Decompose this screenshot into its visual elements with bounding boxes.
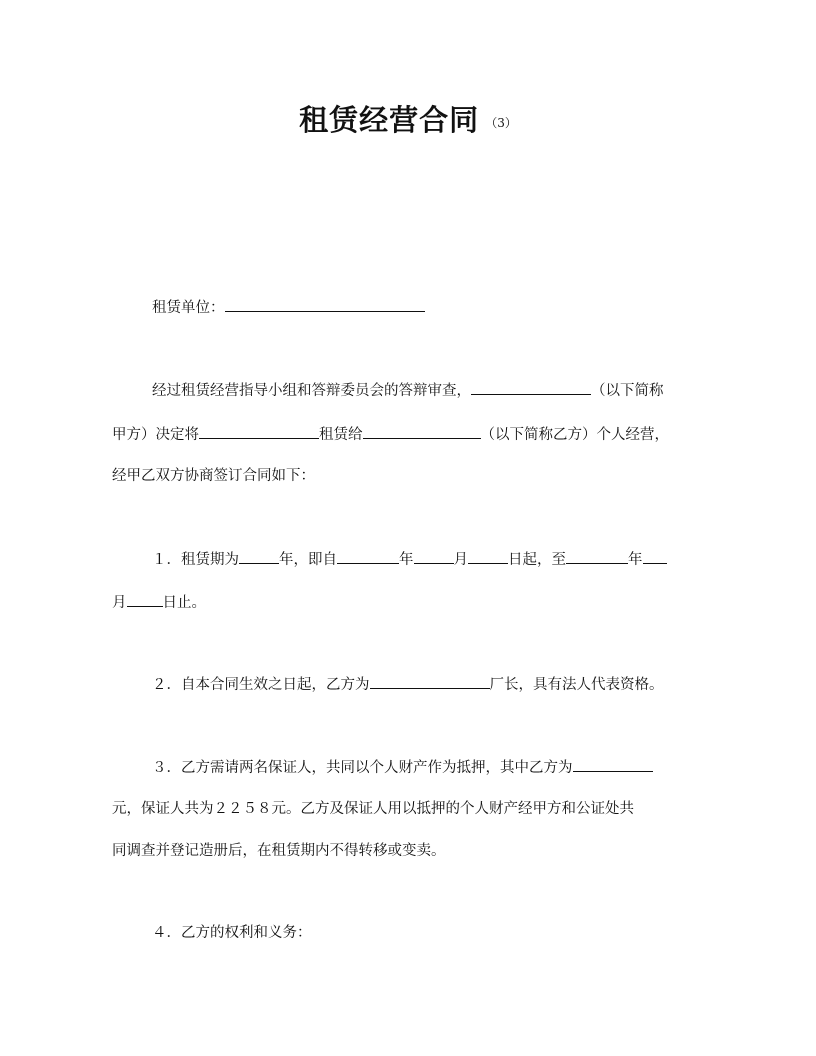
clause-text: ４．乙方的权利和义务：	[152, 925, 312, 941]
end-day-blank[interactable]	[127, 592, 163, 607]
start-year-blank[interactable]	[337, 549, 399, 564]
clause-text: 月	[453, 552, 468, 568]
clause-text: 日止。	[162, 595, 206, 611]
intro-text: 经过租赁经营指导小组和答辩委员会的答辩审查，	[152, 383, 471, 399]
party-a-name-blank[interactable]	[471, 380, 591, 395]
intro-text: 甲方）决定将	[112, 427, 199, 443]
lease-years-blank[interactable]	[239, 549, 279, 564]
lease-unit-label: 租赁单位：	[152, 300, 225, 316]
clause-4-line	[152, 923, 312, 943]
clause-1-line-1	[152, 549, 667, 570]
clause-text: 月	[112, 595, 127, 611]
clause-3-line-2	[112, 799, 634, 819]
start-month-blank[interactable]	[414, 549, 454, 564]
clause-3-line-3	[112, 841, 446, 861]
clause-text: 同调查并登记造册后，在租赁期内不得转移或变卖。	[112, 843, 446, 859]
clause-text: 年，即自	[279, 552, 337, 568]
clause-text: 日起，至	[508, 552, 566, 568]
start-day-blank[interactable]	[468, 549, 508, 564]
lease-unit-line	[152, 297, 425, 318]
document-title: 租赁经营合同	[299, 103, 480, 137]
lease-unit-blank[interactable]	[225, 297, 425, 312]
document-title-suffix: （3）	[485, 116, 517, 130]
intro-text: 租赁给	[319, 427, 363, 443]
intro-line-3	[112, 466, 315, 486]
clause-text: ３．乙方需请两名保证人，共同以个人财产作为抵押，其中乙方为	[152, 760, 573, 776]
intro-text: （以下简称	[591, 383, 664, 399]
party-b-name-blank[interactable]	[363, 424, 481, 439]
leased-enterprise-blank[interactable]	[199, 424, 319, 439]
intro-line-1	[152, 380, 664, 401]
clause-text: 厂长，具有法人代表资格。	[489, 677, 664, 693]
clause-text: ２．自本合同生效之日起，乙方为	[152, 677, 370, 693]
clause-text: １．租赁期为	[152, 552, 239, 568]
intro-text: 经甲乙双方协商签订合同如下：	[112, 468, 315, 484]
end-month-blank[interactable]	[643, 549, 667, 564]
clause-2-line	[152, 674, 664, 695]
clause-1-line-2	[112, 592, 206, 613]
clause-text: 年	[628, 552, 643, 568]
factory-name-blank[interactable]	[370, 674, 490, 689]
page-title	[0, 98, 816, 139]
end-year-blank[interactable]	[566, 549, 628, 564]
clause-text: 年	[399, 552, 414, 568]
clause-text: 元，保证人共为２２５８元。乙方及保证人用以抵押的个人财产经甲方和公证处共	[112, 801, 634, 817]
intro-text: （以下简称乙方）个人经营，	[480, 427, 669, 443]
mortgage-amount-blank[interactable]	[573, 757, 653, 772]
clause-3-line-1	[152, 757, 653, 778]
intro-line-2	[112, 424, 669, 445]
